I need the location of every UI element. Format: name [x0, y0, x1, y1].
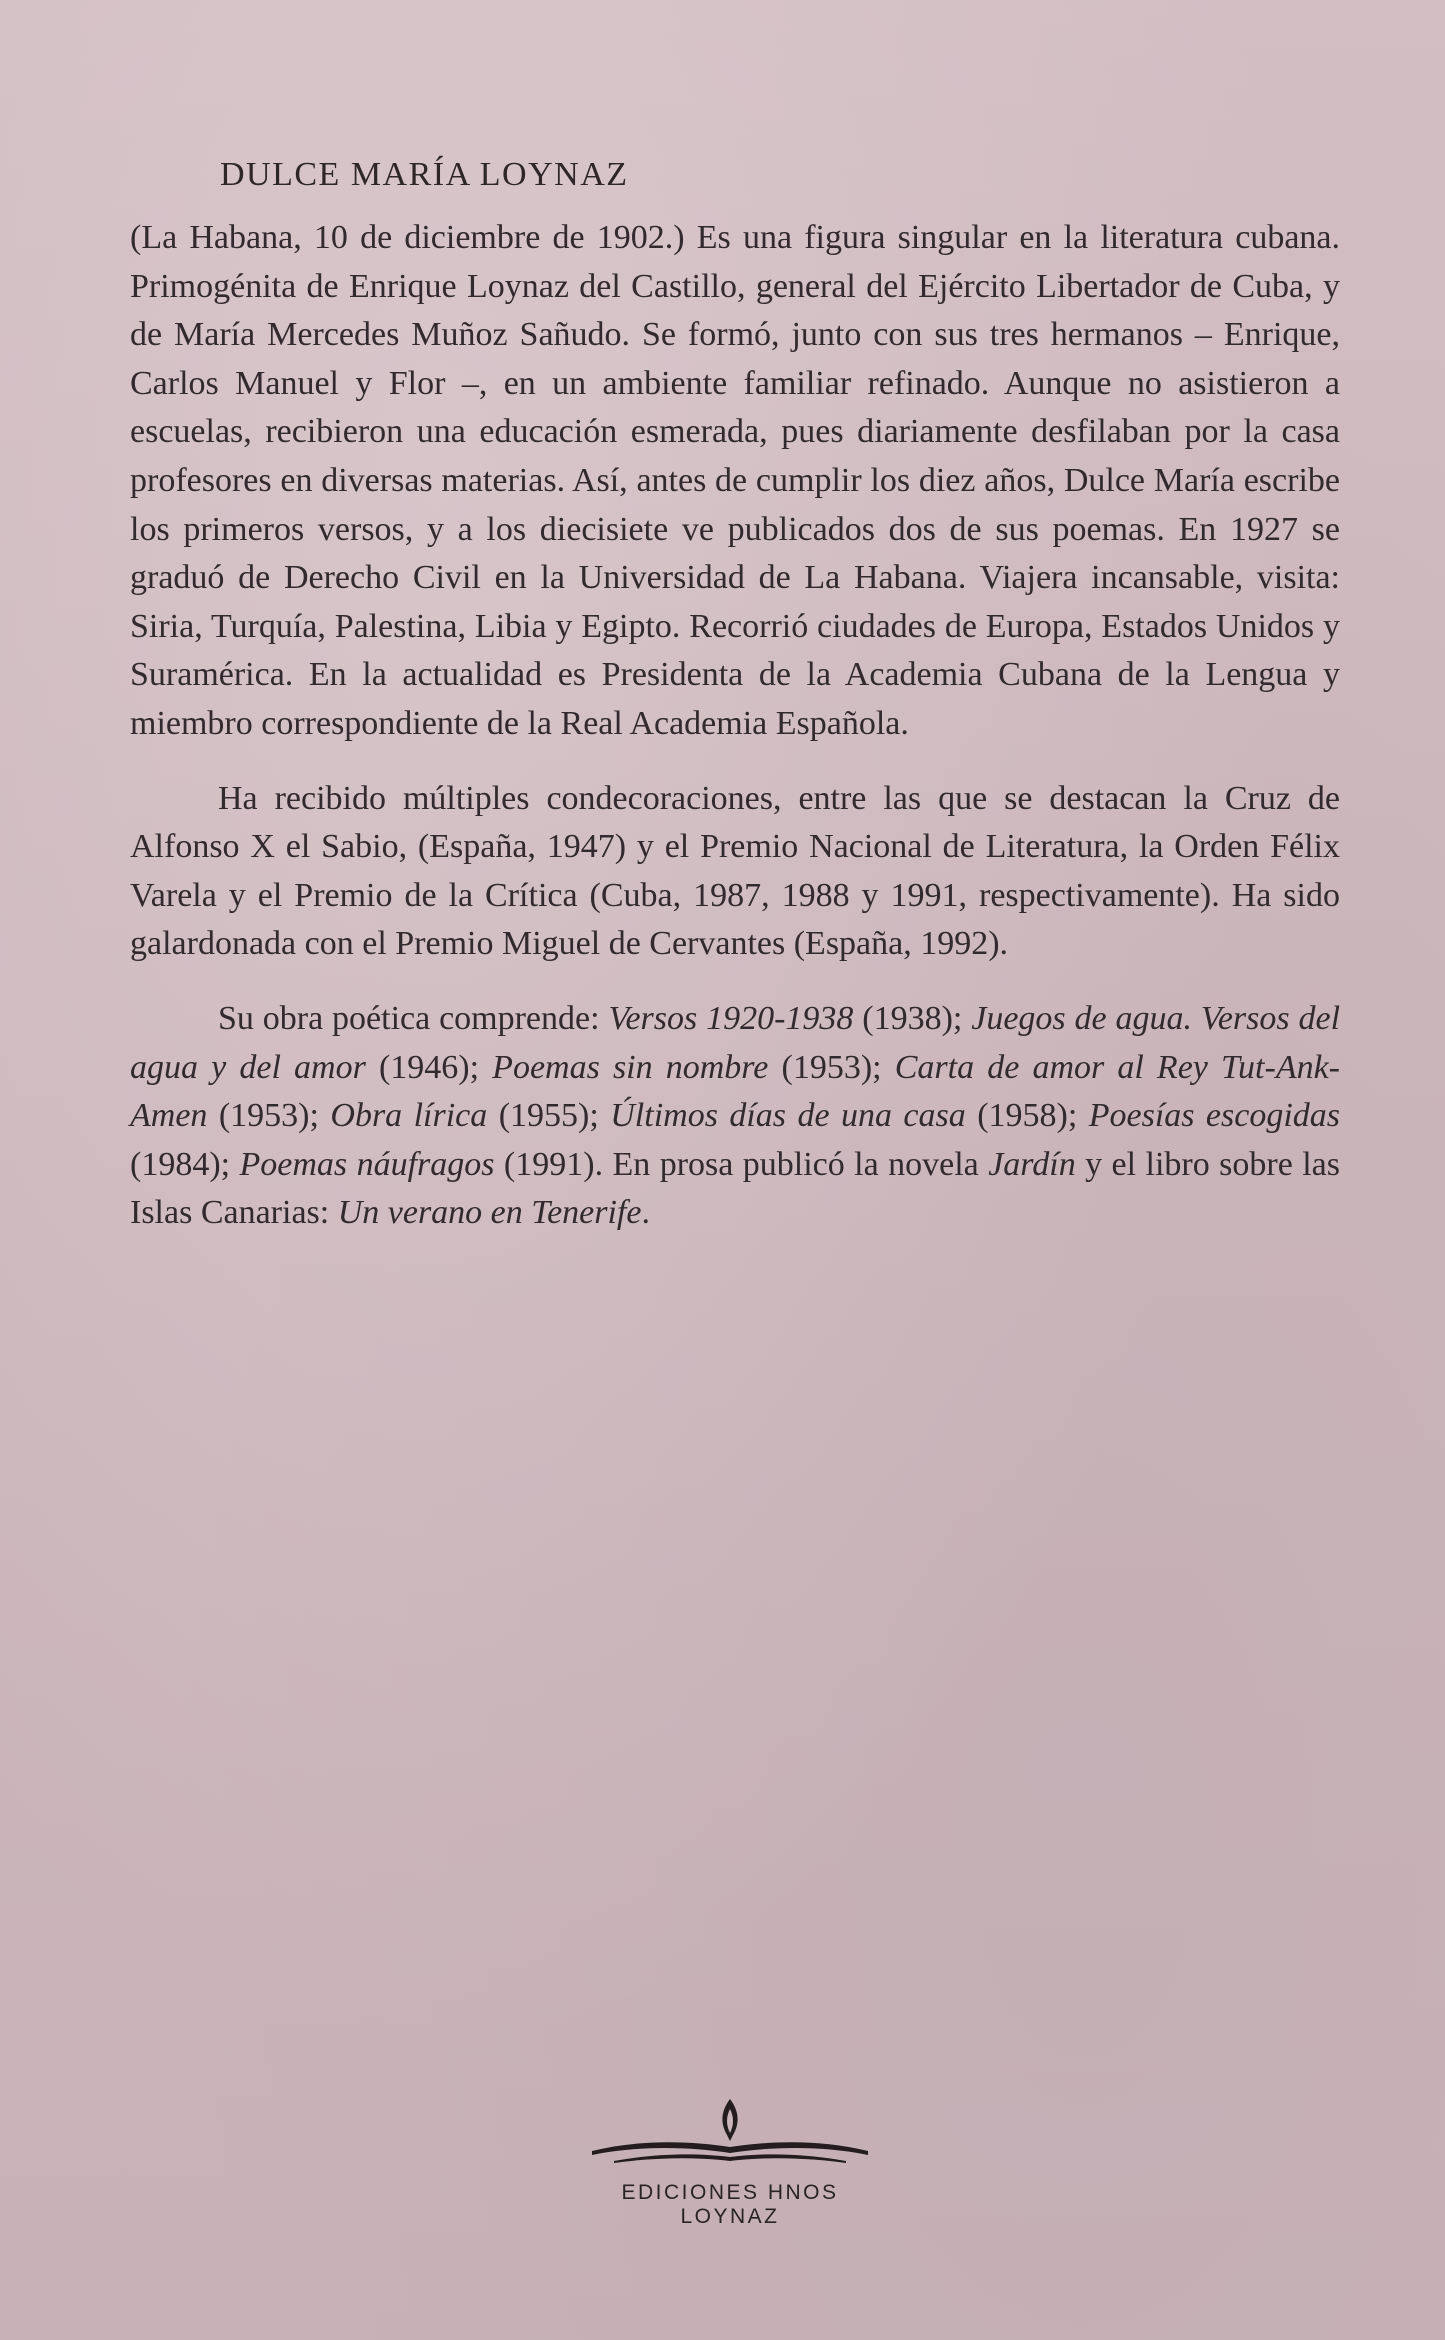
- work-year: (1984);: [130, 1145, 240, 1183]
- publisher-name: EDICIONES HNOS LOYNAZ: [621, 2181, 839, 2228]
- works-intro: Su obra poética comprende:: [218, 999, 609, 1037]
- author-name: DULCE MARÍA LOYNAZ: [220, 156, 629, 193]
- work-year: (1958);: [965, 1097, 1089, 1135]
- works-end: .: [641, 1194, 650, 1232]
- book-title: Un verano en Tenerife: [337, 1194, 642, 1232]
- work-year: (1946);: [365, 1048, 493, 1086]
- work-year: (1953);: [207, 1097, 331, 1135]
- awards-paragraph: Ha recibido múltiples condecoraciones, entre las que se destacan la Cruz de Alfonso X el Sabio, (España, 1947) y el Premio Nacional de Literatura, la Orden Félix Varela y el Premio de la Crítica (Cuba, 1987, 1988 y 1991, respectivamente). Ha sido galardonada con el Premio Miguel de Cervantes (España, 1992).: [130, 779, 1340, 963]
- work-year: (1955);: [487, 1097, 611, 1135]
- work-year: (1991).: [494, 1145, 613, 1183]
- work-year: (1953);: [768, 1048, 895, 1086]
- novel-title: Jardín: [988, 1145, 1076, 1183]
- prose-middle: y el libro sobre las Islas Canarias:: [130, 1145, 1340, 1232]
- work-title: Poemas náufragos: [239, 1145, 495, 1183]
- publisher-imprint: [570, 2095, 890, 2229]
- work-title: Carta de amor al Rey Tut-Ank-Amen: [130, 1048, 1340, 1135]
- work-title: Versos 1920-1938: [608, 999, 854, 1037]
- prose-intro: En prosa publicó la novela: [612, 1145, 989, 1183]
- work-year: (1938);: [853, 999, 972, 1037]
- work-title: Últimos días de una casa: [610, 1097, 966, 1135]
- work-title: Juegos de agua. Versos del agua y del amor: [130, 999, 1341, 1086]
- work-title: Poemas sin nombre: [492, 1048, 769, 1086]
- work-title: Obra lírica: [330, 1097, 488, 1135]
- works-paragraph: [130, 995, 1340, 1238]
- open-book-flame-icon: [580, 2095, 880, 2167]
- biography-paragraph: (La Habana, 10 de diciembre de 1902.) Es una figura singular en la literatura cubana. Primogénita de Enrique Loynaz del Castillo, general del Ejército Libertador de Cuba, y de María Mercedes Muñoz Sañudo. Se formó, junto con sus tres hermanos – Enrique, Carlos Manuel y Flor –, en un ambiente familiar refinado. Aunque no asistieron a escuelas, recibieron una educación esmerada, pues diariamente desfilaban por la casa profesores en diversas materias. Así, antes de cumplir los diez años, Dulce María escribe los primeros versos, y a los diecisiete ve publicados dos de sus poemas. En 1927 se graduó de Derecho Civil en la Universidad de La Habana. Viajera incansable, visita: Siria, Turquía, Palestina, Libia y Egipto. Recorrió ciudades de Europa, Estados Unidos y Suramérica. En la actualidad es Presidenta de la Academia Cubana de la Lengua y miembro correspondiente de la Real Academia Española.: [130, 219, 1340, 742]
- author-biography: [130, 150, 1340, 1238]
- work-title: Poesías escogidas: [1088, 1097, 1341, 1135]
